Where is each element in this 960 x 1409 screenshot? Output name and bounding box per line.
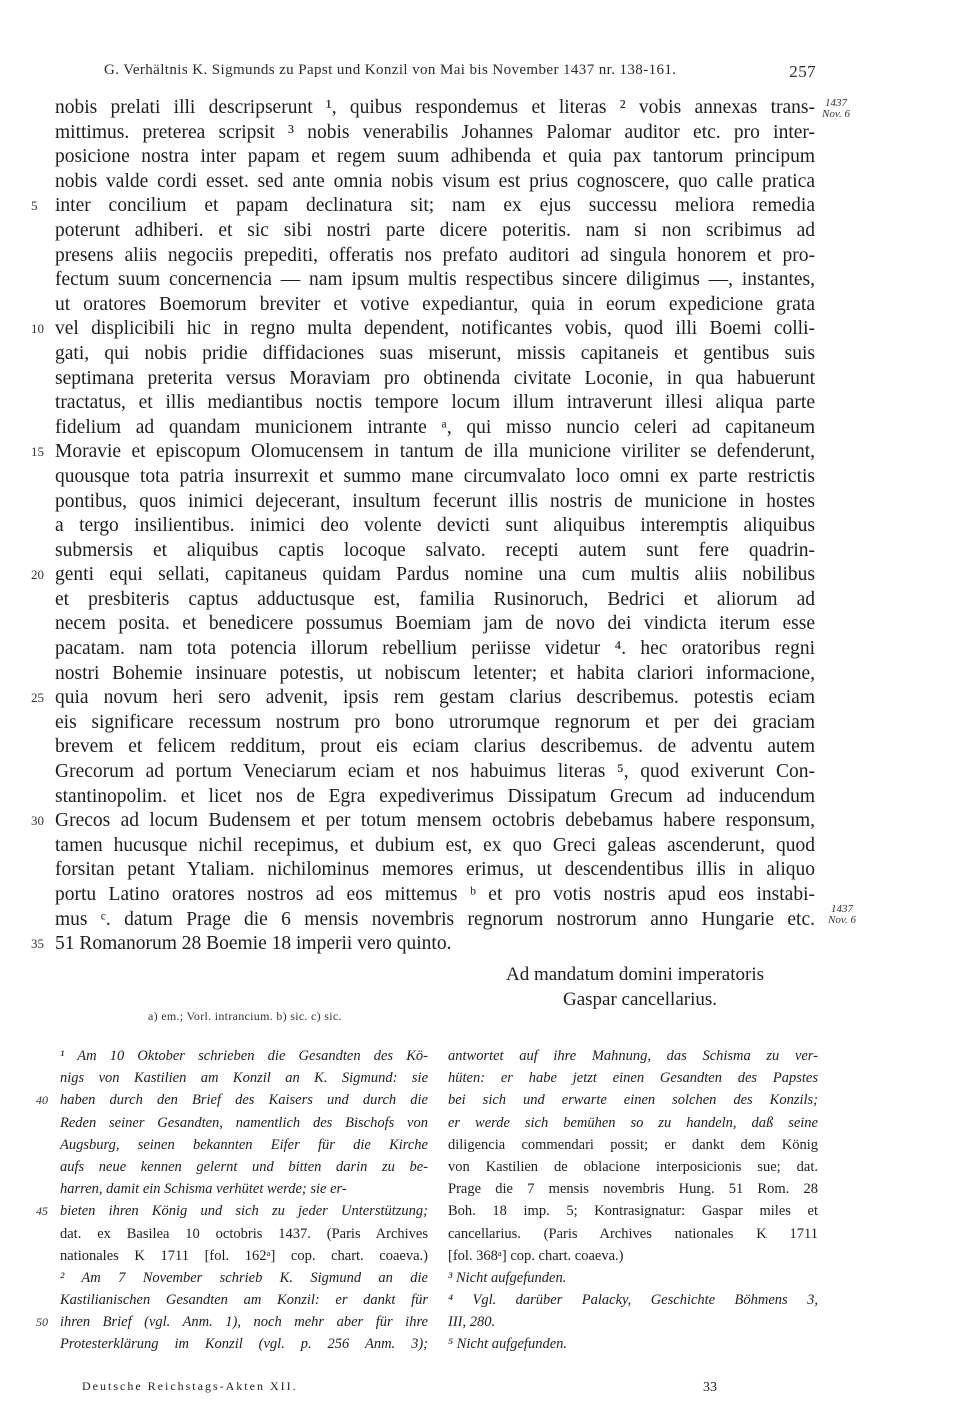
- footnote-text: Protesterklärung im Konzil (vgl. p. 256 Anm. 3);: [60, 1336, 428, 1353]
- line-text: forsitan petant Ytaliam. nichilominus memores erimus, ut descendentibus illis in aliquo: [55, 859, 815, 881]
- text-line: [55, 539, 815, 564]
- footnote-line: [448, 1267, 818, 1289]
- line-text: eis significare recessum nostrum pro bono utrorumque regnorum et per dei graciam: [55, 711, 815, 733]
- text-line: [55, 170, 815, 195]
- text-line: [55, 268, 815, 293]
- footnote-line: [36, 1089, 428, 1111]
- line-number: 35: [31, 936, 44, 952]
- footnote-line: [60, 1045, 428, 1067]
- running-title: G. Verhältnis K. Sigmunds zu Papst und Konzil von Mai bis November 1437 nr. 138-161.: [104, 62, 677, 78]
- footnote-text: Prage die 7 mensis novembris Hung. 51 Rom. 28: [448, 1181, 818, 1198]
- line-text: quia novum heri sero advenit, ipsis rem gestam clarius describemus. potestis eciam: [55, 687, 815, 709]
- text-line: [55, 662, 815, 687]
- text-line: [31, 440, 815, 465]
- line-text: mus ᶜ. datum Prage die 6 mensis novembris regnorum nostrorum anno Hungarie etc.: [55, 908, 815, 930]
- text-line: [55, 637, 815, 662]
- footnote-line: [60, 1067, 428, 1089]
- footnote-text: ⁴ Vgl. darüber Palacky, Geschichte Böhmens 3,: [448, 1292, 818, 1309]
- text-line: [55, 490, 815, 515]
- running-head: [104, 62, 816, 82]
- line-number: 25: [31, 690, 44, 706]
- text-line: [55, 244, 815, 269]
- margin-date-top: [814, 98, 858, 120]
- line-text: stantinopolim. et licet nos de Egra expedіverimus Dissipatum Grecum ad inducendum: [55, 785, 815, 807]
- footnote-text: ⁵ Nicht aufgefunden.: [448, 1336, 568, 1353]
- footnote-line: [60, 1289, 428, 1311]
- line-number: 45: [36, 1204, 48, 1219]
- footnote-line: [36, 1311, 428, 1333]
- line-text: nobis prelati illi descripserunt ¹, quibus respondemus et literas ² vobis annexas trans-: [55, 97, 815, 118]
- text-line: [31, 563, 815, 588]
- closing-formula: [470, 962, 800, 1012]
- line-text: gati, qui nobis pridie diffidaciones suas miserunt, missis capitaneis et gentibus suis: [55, 342, 815, 364]
- footnote-text: von Kastilien de oblacione interposicionis sue; dat.: [448, 1158, 818, 1175]
- footnote-line: [60, 1112, 428, 1134]
- margin-date-year: 1437: [825, 97, 847, 109]
- footnote-text: aufs neue kennen gelernt und bitten darin zu be-: [60, 1158, 428, 1175]
- text-line: [55, 760, 815, 785]
- line-text: nobis valde cordi esset. sed ante omnia nobis visum est prius cognoscere, quo calle pratica: [55, 170, 815, 192]
- text-line: [55, 514, 815, 539]
- text-line: [55, 908, 815, 933]
- footnote-text: ³ Nicht aufgefunden.: [448, 1269, 567, 1286]
- footnote-text: ² Am 7 November schrieb K. Sigmund an die: [60, 1269, 428, 1286]
- footnote-text: nigs von Kastilien am Konzil an K. Sigmund: sie: [60, 1070, 428, 1087]
- line-text: inter concilium et papam declinatura sit; nam ex ejus successu meliora remedia: [55, 195, 815, 217]
- text-line: [55, 711, 815, 736]
- line-text: septimana preterita versus Moraviam pro obtinenda civitate Loconie, in qua habuerunt: [55, 367, 815, 389]
- closing-line-2: Gaspar cancellarius.: [562, 989, 718, 1010]
- main-text: [31, 96, 815, 957]
- footnote-text: [fol. 368ᵃ] cop. chart. coaeva.): [448, 1247, 624, 1264]
- line-text: presens aliis negociis prepediti, offeratis nos prefato auditori ad singula honorem et pro-: [55, 244, 815, 266]
- footnote-line: [60, 1333, 428, 1355]
- footnote-text: bei sich und erwarte einen solchen des Konzils;: [448, 1092, 818, 1109]
- footnotes-left-column: [36, 1045, 428, 1356]
- footnote-text: Kastilianischen Gesandten am Konzil: er dankt für: [60, 1292, 428, 1309]
- text-line: [55, 219, 815, 244]
- text-line: [55, 588, 815, 613]
- text-line: [55, 785, 815, 810]
- text-line: [55, 121, 815, 146]
- text-line: [55, 145, 815, 170]
- footnote-line: [448, 1134, 818, 1156]
- footnote-text: antwortet auf ihre Mahnung, das Schisma zu ver-: [448, 1048, 818, 1064]
- footnote-line: [448, 1156, 818, 1178]
- line-text: Grecorum ad portum Veneciarum eciam et nos habuimus literas ⁵, quod exiverunt Con-: [55, 761, 815, 783]
- footnote-line: [448, 1311, 818, 1333]
- footnote-line: [60, 1156, 428, 1178]
- margin-date-bottom: [820, 904, 864, 926]
- text-line: [31, 932, 815, 957]
- page-number: 257: [789, 62, 816, 81]
- footnote-line: [60, 1245, 428, 1267]
- series-title: Deutsche Reichstags-Akten XII.: [82, 1379, 298, 1393]
- line-text: 51 Romanorum 28 Boemie 18 imperii vero quinto.: [55, 933, 452, 955]
- footnote-text: III, 280.: [448, 1314, 496, 1331]
- text-line: [55, 367, 815, 392]
- line-text: poterunt adhiberi. et sic sibi nostri parte dicere poteritis. nam si non scribimus ad: [55, 219, 815, 241]
- text-line: [55, 858, 815, 883]
- line-number: 30: [31, 813, 44, 829]
- line-text: quousque tota patria insurrexit et summo mane circumvalato loco omni ex parte restrictis: [55, 465, 815, 487]
- text-line: [55, 834, 815, 859]
- line-text: necem posita. et benedicere possumus Boemiam jam de novo dei vindicta iterum esse: [55, 613, 815, 635]
- text-line: [55, 342, 815, 367]
- text-line: [55, 735, 815, 760]
- footnote-line: [448, 1112, 818, 1134]
- line-text: nostri Bohemie insinuare potestis, ut nobiscum letenter; et habita clariori informacione,: [55, 662, 815, 684]
- line-text: brevem et felicem redditum, prout eis eciam clarius describemus. de adventu autem: [55, 736, 815, 758]
- footnote-text: haben durch den Brief des Kaisers und durch die: [60, 1092, 428, 1109]
- line-text: genti equi sellati, capitaneus quidam Pardus nomine una cum multis aliis nobilibus: [55, 564, 815, 586]
- footnote-text: Boh. 18 imp. 5; Kontrasignatur: Gaspar miles et: [448, 1203, 818, 1220]
- line-text: vel displicibili hic in regno multa dependent, notificantes vobis, quod illi Boemi colli-: [55, 318, 815, 340]
- footnote-text: er werde sich bemühen so zu handeln, daß seine: [448, 1114, 818, 1131]
- line-text: posicione nostra inter papam et regem suum adhibenda et quia pax tantorum principum: [55, 146, 815, 168]
- footnote-line: [60, 1223, 428, 1245]
- margin-date-day: Nov. 6: [828, 914, 856, 926]
- text-line: [55, 465, 815, 490]
- footnote-line: [448, 1067, 818, 1089]
- text-line: [31, 809, 815, 834]
- line-text: submersis et aliquibus captis locoque salvato. recepti autem sunt fere quadrin-: [55, 539, 815, 561]
- closing-line-1: Ad mandatum domini imperatoris: [505, 964, 765, 985]
- footnote-text: hüten: er habe jetzt einen Gesandten des Papstes: [448, 1070, 818, 1087]
- text-line: [55, 293, 815, 318]
- apparatus-notes: a) em.; Vorl. intrancium. b) sic. c) sic.: [148, 1009, 342, 1023]
- line-text: pacatam. nam tota potencia illorum rebellium periisse videtur ⁴. hec oratoribus regni: [55, 638, 815, 660]
- text-line: [31, 317, 815, 342]
- line-text: fidelium ad quandam municionem intrante ᵃ, qui misso nuncio celeri ad capitaneum: [55, 416, 815, 438]
- line-number: 50: [36, 1315, 48, 1330]
- footnote-line: [448, 1089, 818, 1111]
- footnote-line: [36, 1200, 428, 1222]
- footnote-line: [448, 1245, 818, 1267]
- footnote-text: nationales K 1711 [fol. 162ᵃ] cop. chart. coaeva.): [60, 1247, 428, 1264]
- footnote-line: [448, 1333, 818, 1355]
- line-text: et presbiteris captus adductusque est, familia Rusinoruch, Bedrici et aliorum ad: [55, 588, 815, 610]
- footnote-text: harren, damit ein Schisma verhütet werde; sie er-: [60, 1181, 347, 1198]
- line-text: Moravie et episcopum Olomucensem in tantum de illa municione viriliter se defenderunt,: [55, 441, 815, 463]
- text-line: [55, 883, 815, 908]
- footnote-line: [60, 1178, 428, 1200]
- footnote-text: cancellarius. (Paris Archives nationales K 1711: [448, 1225, 818, 1242]
- footnote-line: [60, 1267, 428, 1289]
- footnote-text: bieten ihren König und sich zu jeder Unterstützung;: [60, 1203, 428, 1220]
- line-text: Grecos ad locum Budensem et per totum mensem octobris debebamus habere responsum,: [55, 810, 815, 832]
- footnote-line: [448, 1289, 818, 1311]
- footnote-line: [448, 1200, 818, 1222]
- line-number: 5: [31, 198, 38, 214]
- text-line: [55, 612, 815, 637]
- line-text: mittimus. preterea scripsit ³ nobis venerabilis Johannes Palomar auditor etc. pro inter-: [55, 121, 815, 143]
- footnote-text: dat. ex Basilea 10 octobris 1437. (Paris Archives: [60, 1225, 428, 1242]
- text-line: [55, 391, 815, 416]
- line-text: a tergo insilientibus. inimici deo volente devicti sunt aliquibus interemptis aliquibus: [55, 515, 815, 537]
- footnote-text: diligencia commendari possit; er dankt dem König: [448, 1136, 818, 1153]
- line-number: 20: [31, 567, 44, 583]
- footnote-text: Reden seiner Gesandten, namentlich des Bischofs von: [60, 1114, 428, 1131]
- text-line: [55, 416, 815, 441]
- line-number: 40: [36, 1093, 48, 1108]
- line-text: pontibus, quos inimici dejecerant, insultum fecerunt illis nostris de municione in hostes: [55, 490, 815, 512]
- text-line: [31, 194, 815, 219]
- footnote-line: [448, 1045, 818, 1067]
- footnote-text: ihren Brief (vgl. Anm. 1), noch mehr aber für ihre: [60, 1314, 428, 1331]
- line-text: tractatus, et illis mediantibus noctis tempore locum illum intraverunt illesi aliqua parte: [55, 392, 815, 414]
- text-line: [31, 686, 815, 711]
- line-text: portu Latino oratores nostros ad eos mittemus ᵇ et pro votis nostris apud eos instabi-: [55, 884, 815, 905]
- text-line: [55, 96, 815, 121]
- line-number: 15: [31, 444, 44, 460]
- footnote-line: [448, 1178, 818, 1200]
- line-number: 10: [31, 321, 44, 337]
- footnotes-right-column: [448, 1045, 818, 1356]
- sheet-signature: 33: [703, 1380, 717, 1395]
- footnote-text: Augsburg, seinen bekannten Eifer für die Kirche: [60, 1136, 428, 1153]
- margin-date-day: Nov. 6: [822, 108, 850, 120]
- footnote-line: [60, 1134, 428, 1156]
- footnote-line: [448, 1223, 818, 1245]
- footnote-text: ¹ Am 10 Oktober schrieben die Gesandten des Kö-: [60, 1048, 428, 1064]
- line-text: fectum suum concernencia — nam ipsum multis respectibus sincere diligimus —, instantes,: [55, 269, 815, 291]
- margin-date-year: 1437: [831, 903, 853, 915]
- line-text: tamen hucusque nichil recepimus, et dubium est, ex quo Greci galeas ascenderunt, quod: [55, 834, 815, 856]
- line-text: ut oratores Boemorum breviter et votive expediantur, quia in eorum expedicione grata: [55, 293, 815, 315]
